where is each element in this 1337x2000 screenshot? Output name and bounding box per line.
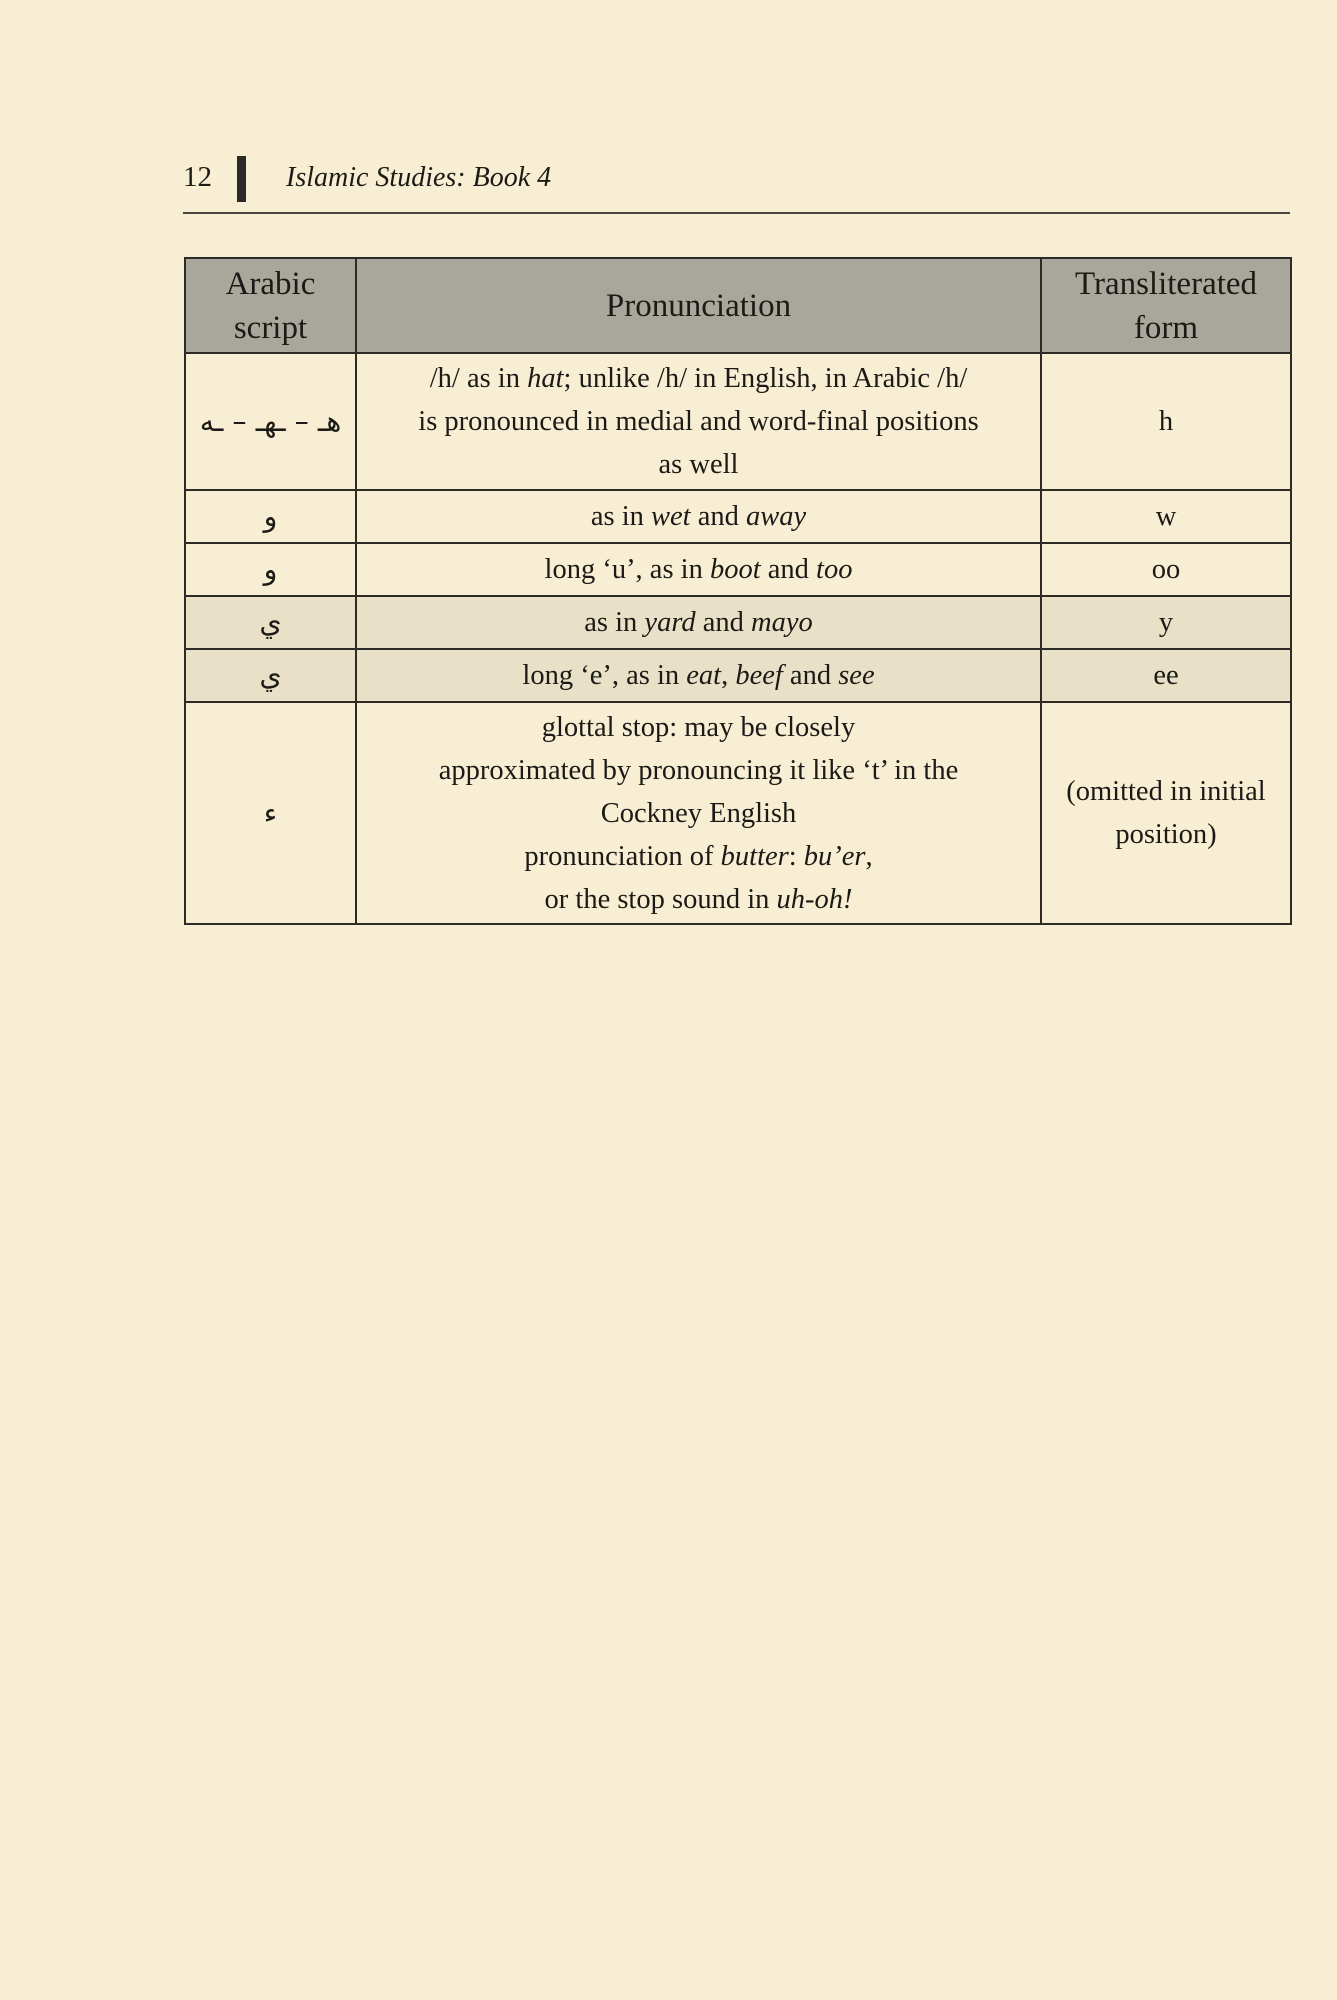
arabic-script-cell: و	[185, 543, 356, 596]
pronunciation-cell: long ‘u’, as in boot and too	[356, 543, 1041, 596]
table-row	[185, 702, 1291, 924]
arabic-script-cell: هـ – ـهـ – ـه	[185, 353, 356, 490]
table-header-row	[185, 258, 1291, 353]
column-header-arabic-script: Arabic script	[185, 258, 356, 353]
table-row	[185, 649, 1291, 702]
pronunciation-cell: long ‘e’, as in eat, beef and see	[356, 649, 1041, 702]
table-row	[185, 490, 1291, 543]
pronunciation-cell: /h/ as in hat; unlike /h/ in English, in Arabic /h/ is pronounced in medial and word-final positions as well	[356, 353, 1041, 490]
transliteration-cell: ee	[1041, 649, 1291, 702]
arabic-script-cell: ي	[185, 596, 356, 649]
arabic-script-cell: و	[185, 490, 356, 543]
arabic-script-cell: ء	[185, 702, 356, 924]
column-header-pronunciation: Pronunciation	[356, 258, 1041, 353]
transliteration-cell: w	[1041, 490, 1291, 543]
table-row	[185, 353, 1291, 490]
pronunciation-cell: as in wet and away	[356, 490, 1041, 543]
running-header	[183, 156, 1290, 214]
transliteration-cell: h	[1041, 353, 1291, 490]
page-number: 12	[183, 161, 212, 193]
arabic-script-cell: ي	[185, 649, 356, 702]
transliteration-cell: (omitted in initial position)	[1041, 702, 1291, 924]
table-row	[185, 543, 1291, 596]
pronunciation-cell: glottal stop: may be closely approximated by pronouncing it like ‘t’ in the Cockney English pronunciation of butter: bu’er, or the stop sound in uh-oh!	[356, 702, 1041, 924]
pronunciation-cell: as in yard and mayo	[356, 596, 1041, 649]
transliteration-cell: oo	[1041, 543, 1291, 596]
book-title: Islamic Studies: Book 4	[286, 162, 552, 193]
column-header-transliterated-form: Transliterated form	[1041, 258, 1291, 353]
pronunciation-table	[184, 257, 1292, 925]
transliteration-cell: y	[1041, 596, 1291, 649]
table-row	[185, 596, 1291, 649]
header-divider-bar	[237, 156, 246, 202]
